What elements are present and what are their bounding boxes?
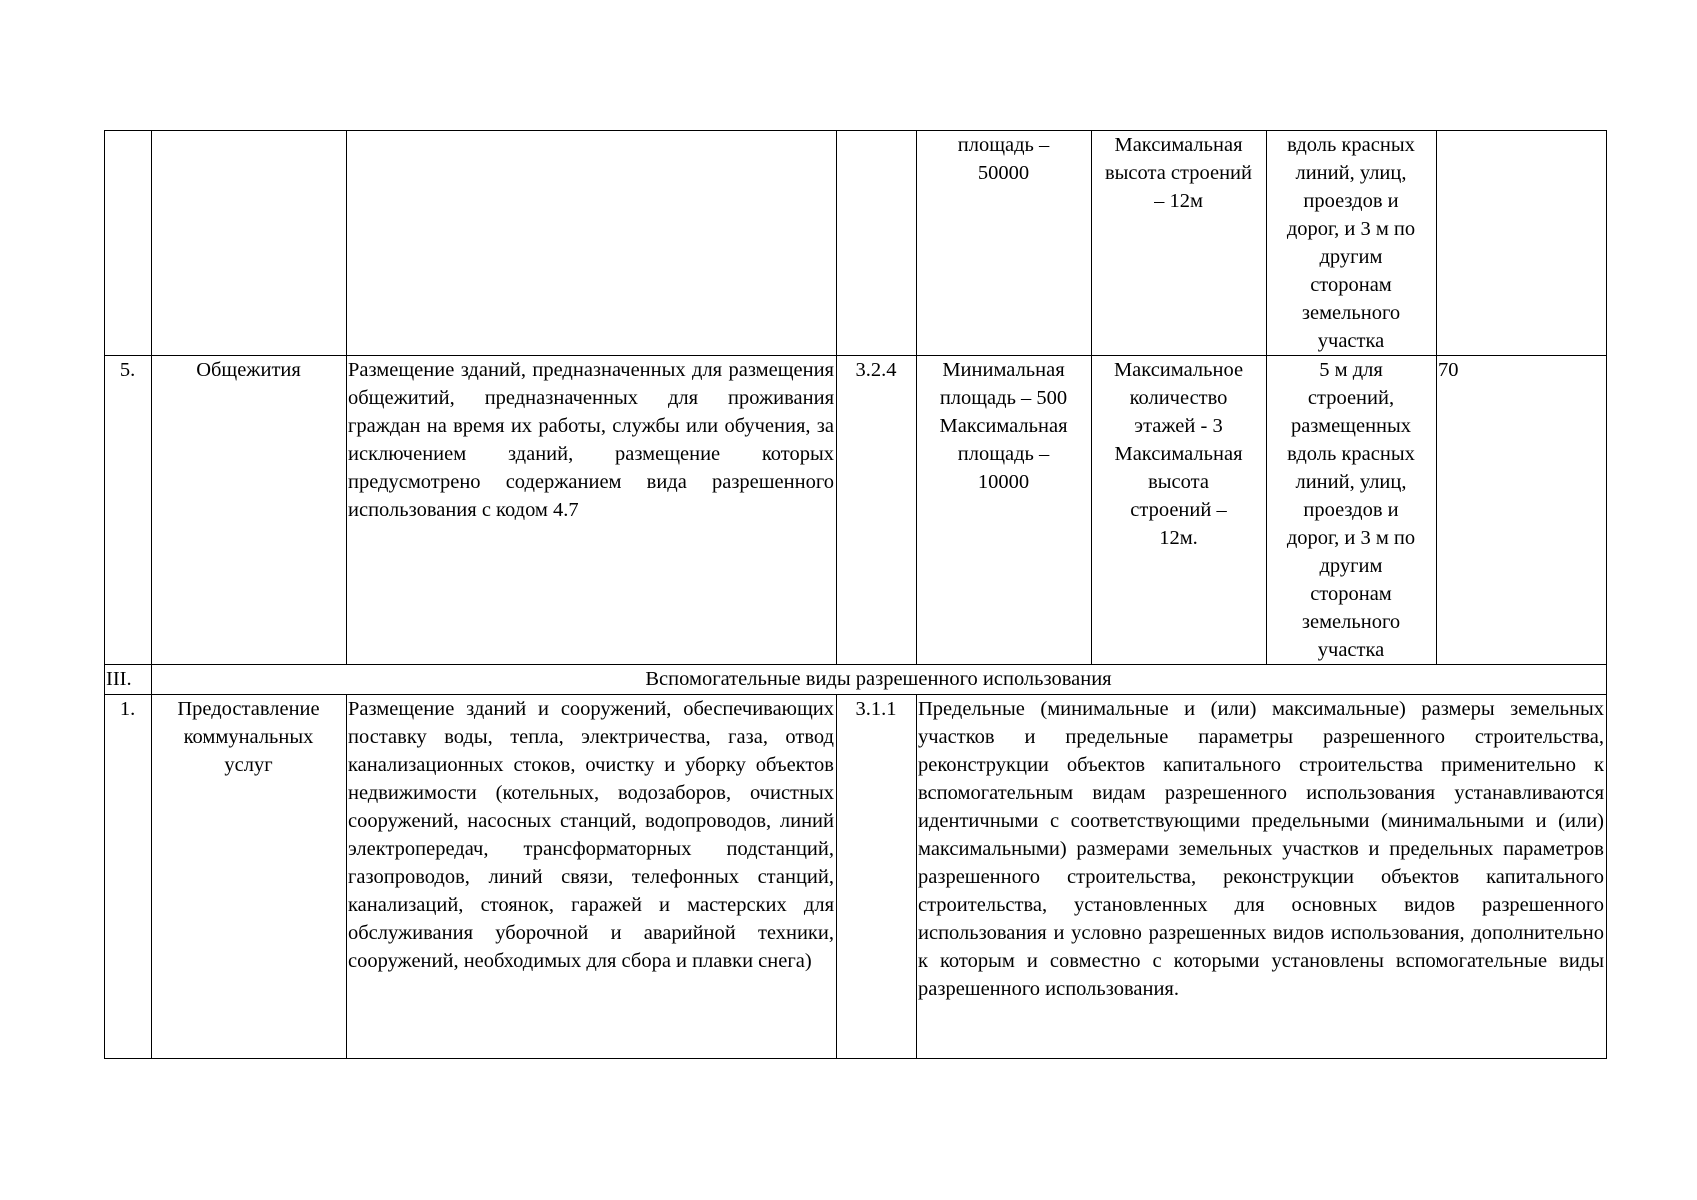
name-cell [152,131,347,356]
section-title: Вспомогательные виды разрешенного использования [152,665,1607,695]
parameters-text: Предельные (минимальные и (или) максимальные) размеры земельных участков и предельные параметры разрешенного строительства, реконструкции объектов капитального строительства применительно к вспомогательным видам разрешенного использования устанавливаются идентичными с соответствующими предельными (минимальными и (или) максимальными) размерами земельных участков и предельных параметров разрешенного строительства, реконструкции объектов капитального строительства, установленных для основных видов разрешенного использования и условно разрешенных видов использования, дополнительно к которым и совместно с которыми установлены вспомогательные виды разрешенного использования. [917,695,1607,1059]
use-description: Размещение зданий и сооружений, обеспечивающих поставку воды, тепла, электричества, газа, отвод канализационных стоков, очистку и уборку объектов недвижимости (котельных, водозаборов, очистных сооружений, насосных станций, водопроводов, линий электропередач, трансформаторных подстанций, газопроводов, линий связи, телефонных станций, канализаций, стоянок, гаражей и мастерских для обслуживания уборочной и аварийной техники, сооружений, необходимых для сбора и плавки снега) [347,695,837,1059]
use-name: Предоставление коммунальных услуг [152,695,347,1059]
use-code: 3.1.1 [837,695,917,1059]
use-description: Размещение зданий, предназначенных для размещения общежитий, предназначенных для проживания граждан на время их работы, службы или обучения, за исключением зданий, размещение которых предусмотрено содержанием вида разрешенного использования с кодом 4.7 [347,356,837,665]
use-code: 3.2.4 [837,356,917,665]
coverage-cell [1437,131,1607,356]
description-cell [347,131,837,356]
code-cell [837,131,917,356]
section-number: III. [105,665,152,695]
setback-limits: 5 м для строений, размещенных вдоль красных линий, улиц, проездов и дорог, и 3 м по другим сторонам земельного участка [1267,356,1437,665]
row-number: 1. [105,695,152,1059]
height-cell: Максимальная высота строений – 12м [1092,131,1267,356]
table-row-continued [105,131,1607,356]
floors-limits: Максимальное количество этажей - 3 Максимальная высота строений – 12м. [1092,356,1267,665]
use-name: Общежития [152,356,347,665]
land-use-table [104,130,1607,1059]
num-cell [105,131,152,356]
row-number: 5. [105,356,152,665]
setback-cell: вдоль красных линий, улиц, проездов и дорог, и 3 м по другим сторонам земельного участка [1267,131,1437,356]
table-row-utilities [105,695,1607,1059]
coverage-percent: 70 [1437,356,1607,665]
table-row-dormitories [105,356,1607,665]
section-heading-row [105,665,1607,695]
area-cell: площадь – 50000 [917,131,1092,356]
area-limits: Минимальная площадь – 500 Максимальная площадь – 10000 [917,356,1092,665]
